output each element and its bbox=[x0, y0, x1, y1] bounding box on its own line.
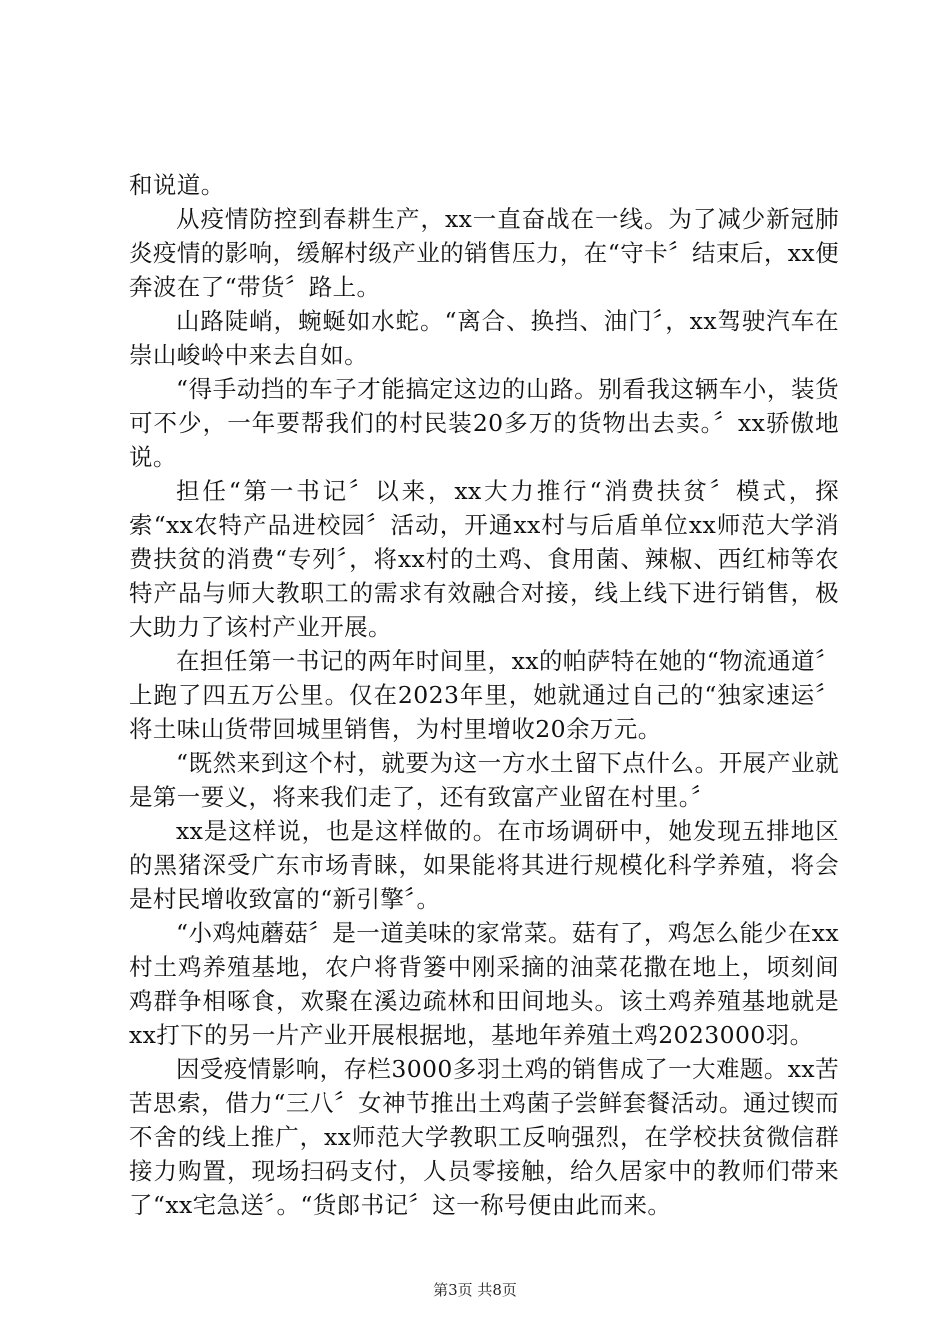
paragraph: xx是这样说，也是这样做的。在市场调研中，她发现五排地区的黑猪深受广东市场青睐，如果能将其进行规模化科学养殖，将会是村民增收致富的“新引擎〞。 bbox=[129, 817, 839, 913]
paragraph: 从疫情防控到春耕生产，xx一直奋战在一线。为了减少新冠肺炎疫情的影响，缓解村级产业的销售压力，在“守卡〞结束后，xx便奔波在了“带货〞路上。 bbox=[129, 205, 839, 301]
article-body bbox=[129, 168, 839, 1222]
paragraph: 和说道。 bbox=[129, 171, 225, 199]
paragraph: 担任“第一书记〞以来，xx大力推行“消费扶贫〞模式，探索“xx农特产品进校园〞活动，开通xx村与后盾单位xx师范大学消费扶贫的消费“专列〞，将xx村的土鸡、食用菌、辣椒、西红柿等农特产品与师大教职工的需求有效融合对接，线上线下进行销售，极大助力了该村产业开展。 bbox=[129, 477, 839, 641]
paragraph: 因受疫情影响，存栏3000多羽土鸡的销售成了一大难题。xx苦苦思索，借力“三八〞女神节推出土鸡菌子尝鲜套餐活动。通过锲而不舍的线上推广，xx师范大学教职工反响强烈，在学校扶贫微信群接力购置，现场扫码支付，人员零接触，给久居家中的教师们带来了“xx宅急送〞。“货郎书记〞这一称号便由此而来。 bbox=[129, 1055, 839, 1219]
paragraph: “得手动挡的车子才能搞定这边的山路。别看我这辆车小，装货可不少，一年要帮我们的村民装20多万的货物出去卖。〞xx骄傲地说。 bbox=[129, 375, 839, 471]
paragraph: “小鸡炖蘑菇〞是一道美味的家常菜。菇有了，鸡怎么能少在xx村土鸡养殖基地，农户将背篓中刚采摘的油菜花撒在地上，顷刻间鸡群争相啄食，欢聚在溪边疏林和田间地头。该土鸡养殖基地就是xx打下的另一片产业开展根据地，基地年养殖土鸡2023000羽。 bbox=[129, 919, 839, 1049]
paragraph: 在担任第一书记的两年时间里，xx的帕萨特在她的“物流通道〞上跑了四五万公里。仅在2023年里，她就通过自己的“独家速运〞将土味山货带回城里销售，为村里增收20余万元。 bbox=[129, 647, 839, 743]
paragraph: “既然来到这个村，就要为这一方水土留下点什么。开展产业就是第一要义，将来我们走了，还有致富产业留在村里。〞 bbox=[129, 749, 839, 811]
page-number-footer: 第3页 共8页 bbox=[433, 1281, 517, 1299]
paragraph: 山路陡峭，蜿蜒如水蛇。“离合、换挡、油门〞，xx驾驶汽车在崇山峻岭中来去自如。 bbox=[129, 307, 839, 369]
